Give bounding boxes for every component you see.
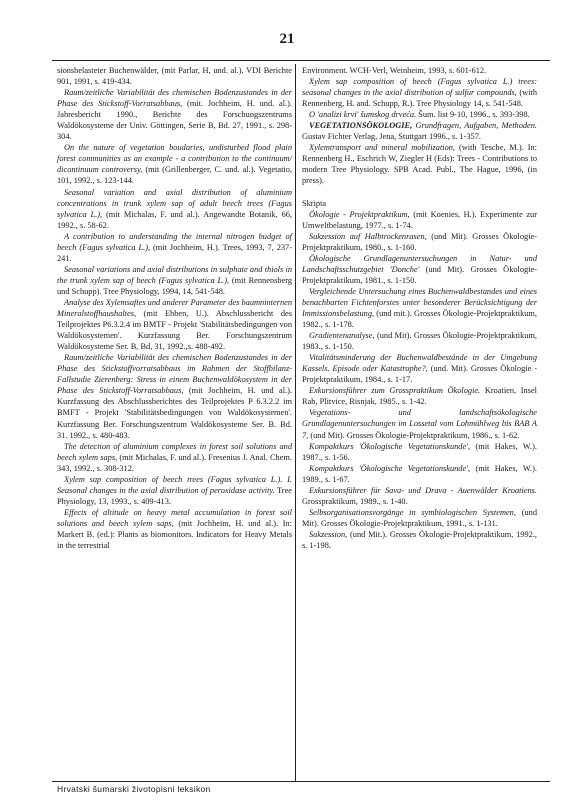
bibliography-entry: [57, 187, 292, 231]
bibliography-entry: [302, 120, 537, 142]
bibliography-entry: [302, 352, 537, 385]
entry-details: (mit Jochheim, H. und al.). In: Markert B. (ed.): Plants as biomonitors. Indicators for Heavy Metals in the terrestrial: [57, 518, 293, 551]
entry-details: Kroatien, Insel Rab, Plitvice, Risnjak, 1985., s. 1-42.: [302, 386, 537, 407]
entry-details: Gustav Fichter Verlag, Jena, Stuttgart 1996., s. 1-357.: [302, 132, 481, 142]
column-divider: [295, 64, 296, 781]
bibliography-entry: [302, 385, 537, 407]
entry-title: Raum/zeitliche Variabilität des chemischen Bodenzustandes in der Phase des Stickstoffvorratsabbaus im Rahmen der Stoffbilanz-Fallstudie Zierenberg: Stress in einem Buchenwaldökosystem in der Phase des Stickstoff-Vorratsabbaus,: [57, 353, 292, 396]
bibliography-entry: [302, 485, 537, 507]
header-rule: [52, 60, 550, 61]
bibliography-entry: [302, 76, 537, 109]
entry-details: (und Mit). Grosses Ökologie-Projektpraktikum, 1986., s. 1-62.: [308, 430, 520, 440]
entry-title: Grundfragen, Aufgaben, Methoden.: [412, 121, 537, 131]
entry-details: sionsbelasteter Buchenwälder, (mit Parlar, H, und. al.). VDI Berichte 901, 1991, s. 419-434.: [57, 66, 292, 87]
entry-bold-title: VEGETATIONSÖKOLOGIE,: [309, 121, 413, 131]
entry-title: Kompaktkurs 'Ökologische Vegetationskunde',: [309, 463, 471, 473]
entry-title: Sukzession,: [309, 529, 348, 539]
entry-details: (mit Koenies, H.). Experimente zur Umweltbelastung, 1977., s. 1-74.: [302, 209, 537, 230]
entry-title: On the nature of vegetation boudaries, undisturbed flood plain forest communities as an example - a contribution to the continuum/ dicontinuum controversy,: [57, 143, 292, 175]
skripta-heading: Skripta: [302, 198, 327, 208]
entry-details: Šum. list 9-10, 1996., s. 393-398.: [416, 110, 530, 120]
entry-details: (mit Jochheim, H. und al.). Kurzfassung des Abschlussberichtes des Teilprojektes P 6.3.2.2 im BMFT - Projekt 'Stabilitätsbedingungen von Waldökosystemen'. Kurzfassung Ber. Forschungszentrum Waldökosysteme Ser. B. Bd. 31. 1992., s. 480-483.: [57, 386, 293, 440]
bibliography-entry: [302, 407, 537, 440]
entry-details: (und mit.). Grosses Ökologie-Projektpraktikum, 1982., s. 1-178.: [302, 308, 537, 330]
bibliography-entry: [302, 209, 537, 231]
bibliography-entry: [302, 142, 537, 186]
left-column: [57, 65, 292, 551]
entry-details: (mit Michalas, F. und al.). Fresenius J. Anal. Chem. 343, 1992., s. 308-312.: [57, 452, 292, 473]
bibliography-entry: [302, 507, 537, 529]
entry-details: (mit Hakes, W.). 1989., s. 1-67.: [302, 463, 537, 484]
entry-details: Grosspraktikum, 1989., s. 1-40.: [302, 496, 408, 506]
entry-title: Exkursionsführer für Sava- und Drava - Auenwälder Kroatiens.: [309, 485, 537, 495]
entry-title: Xylem sap composition of beech trees (Fagus sylvatica L.). I. Seasonal changes in the axial distribution of peroxidase activity.: [57, 474, 292, 495]
entry-details: (und Mit.). Grosses Ökologie-Projektpraktikum, 1992., s. 1-198.: [302, 529, 537, 550]
bibliography-entry: [302, 463, 537, 485]
entry-title: Kompaktkurs 'Ökologische Vegetationskunde',: [309, 441, 471, 451]
footer-rule: [52, 781, 550, 782]
bibliography-entry: [302, 253, 537, 286]
bibliography-entry: [302, 231, 537, 253]
entry-details: (und. Mit). Grosses Ökologie - Projektpraktikum, 1984., s. 1-17.: [302, 364, 538, 385]
entry-title: Vegetations- und landschaftsökologische Grundlagenuntersuchungen im Lossetal vom Lohmühlweg bis BAB A 7,: [302, 408, 537, 440]
entry-title: Selbsorganisationsvorgänge in symbiologischen Systemen,: [309, 507, 516, 517]
entry-title: O 'analizi krvi' šumskog drveća.: [309, 110, 417, 120]
bibliography-entry: [57, 474, 292, 507]
entry-details: (mit Rennensberg und Schupp). Tree Physiology, 1994, 14, 541-548.: [57, 275, 292, 296]
entry-details: (mit Ebben, U.). Abschlussbericht des Teilprojektes P6.3.2.4 im BMTF - Projekt 'Stabilitätsbedingungen von Waldökosystemen'. Kurzfassung Ber. Forschungszentrum Waldökosysteme Ser. B, Bd, 31, 1992.,s. 488-492.: [57, 309, 292, 352]
bibliography-entry: [302, 286, 537, 330]
entry-title: Raum/zeitliche Variabilität des chemischen Bodenzustandes in der Phase des Stickstoff-Vorratsabbaus,: [57, 88, 292, 109]
entry-title: Effects of altitude on heavy metal accumulation in forest soil solutions and beech xylem saps,: [57, 507, 292, 528]
right-column: [302, 65, 537, 551]
skripta-list: [302, 209, 537, 551]
bibliography-entry: [57, 142, 292, 186]
entry-title: Ökologie - Projektpraktikum,: [309, 209, 410, 219]
bibliography-entry: [57, 507, 292, 551]
entry-title: Exkursionsführer zum Grosspraktikum Ökologie.: [309, 386, 481, 396]
bibliography-entry: [57, 352, 292, 440]
entry-title: A contribution to understanding the internal nitrogen budget of beech (Fagus sylvatica L.),: [57, 231, 292, 252]
entry-details: Environment. WCH-Verl, Weinheim, 1993, s. 601-612.: [302, 66, 487, 75]
entry-details: (mit Hakes, W.). 1987., s. 1-56.: [302, 441, 537, 462]
entry-title: Seasonal variation and axial distribution of aluminium concentrations in trunk xylem sap of adult beech trees (Fagus sylvatica L.),: [57, 187, 292, 219]
bibliography-entry: [57, 87, 292, 142]
bibliography-entry: [57, 264, 292, 297]
entry-title: Sukzession auf Halbtrockenrasen,: [309, 231, 427, 241]
entry-title: Gradientenanalyse,: [309, 331, 375, 341]
entry-title: Xylemtransport and mineral mobilization,: [309, 143, 456, 153]
entry-details: (mit (Grillenberger, C. und. al.). Vegetatio, 101, 1992., s. 123-144.: [57, 165, 292, 186]
entry-details: (with Tesche, M.). In: Rennenberg H., Eschrich W, Ziegler H (Eds): Trees - Contributions to modern Tree Physiology. SPB Acad. Publ., The Hague, 1996, (in press).: [302, 143, 537, 186]
bibliography-entry: [57, 231, 292, 264]
bibliography-entry: [302, 441, 537, 463]
entry-title: Seasonal variations and axial distributions in sulphate and thiols in the trunk xylem sap of beech (Fagus sylvatica L.),: [57, 264, 292, 285]
entry-details: (und Mit). Grosses Ökologie-Projektpraktikum, 1980., s. 1-160.: [302, 231, 538, 252]
entry-details: (mit Michalas, F. und al.). Angewandte Botanik, 66, 1992., s. 58-62.: [57, 209, 292, 230]
entry-details: (und Mit). Grosses Ökologie-Projektpraktikum, 1991., s. 1-131.: [302, 507, 537, 528]
entry-title: Xylem sap composition of beech (Fagus sylvatica L.) trees: seasonal changes in the axial distribution of sulfur compounds,: [302, 77, 537, 98]
bibliography-entry: [57, 441, 292, 474]
bibliography-entry: [57, 65, 292, 87]
entry-details: (with Rennenberg, H. and. Schupp, R.). Tree Physiology 14, s. 541-548.: [302, 88, 537, 109]
bibliography-entry: [302, 529, 537, 551]
entry-title: Analyse des Xylemsaftes und anderer Parameter des baumninternen Mineralstoffhaushaltes,: [57, 297, 292, 319]
entry-details: (mit Jochheim, H.). Trees, 1993, 7, 237-241.: [57, 242, 292, 263]
bibliography-entry: [302, 330, 537, 352]
entry-title: Vitalitätsminderung der Buchenwaldbestände in der Umgebung Kassels. Episode oder Katastrophe?,: [302, 353, 537, 374]
bibliography-entry: [302, 65, 537, 76]
page-footer: Hrvatski šumarski životopisni leksikon: [57, 784, 211, 794]
page-number: 21: [279, 31, 295, 47]
entry-title: The detection of aluminium complexes in forest soil solutions and beech xylem saps,: [57, 441, 292, 462]
entry-details: (mit. Jochheim, H. und. al.). Jahresbericht 1990., Berichte des Forschungszentrums Waldökosysteme der Univ. Göttingen, Serie B, Bd. 27, 1991., s. 298-304.: [57, 99, 292, 142]
entry-title: Ökologische Grundlagenuntersuchungen in Natur- und Landschaftsschutzgebiet 'Donche': [302, 253, 537, 274]
entry-details: (und Mit). Grosses Ökologie-Projektpraktikum, 1983., s. 1-150.: [302, 331, 537, 352]
entry-details: (und Mit). Grosses Ökologie-Projektpraktikum, 1981., s. 1-150.: [302, 264, 538, 285]
entry-details: Tree Physiology, 13, 1993., s. 409-413.: [57, 485, 292, 506]
entry-title: Vergleichende Untersuchung eines Buchenwaldbestandes und eines benachbarten Fichtenforstes unter besonderer Berücksichtigung der Immissionsbelastung,: [302, 286, 537, 318]
right-column-bibliography: [302, 65, 537, 187]
bibliography-entry: [57, 297, 292, 352]
bibliography-entry: [302, 109, 537, 120]
